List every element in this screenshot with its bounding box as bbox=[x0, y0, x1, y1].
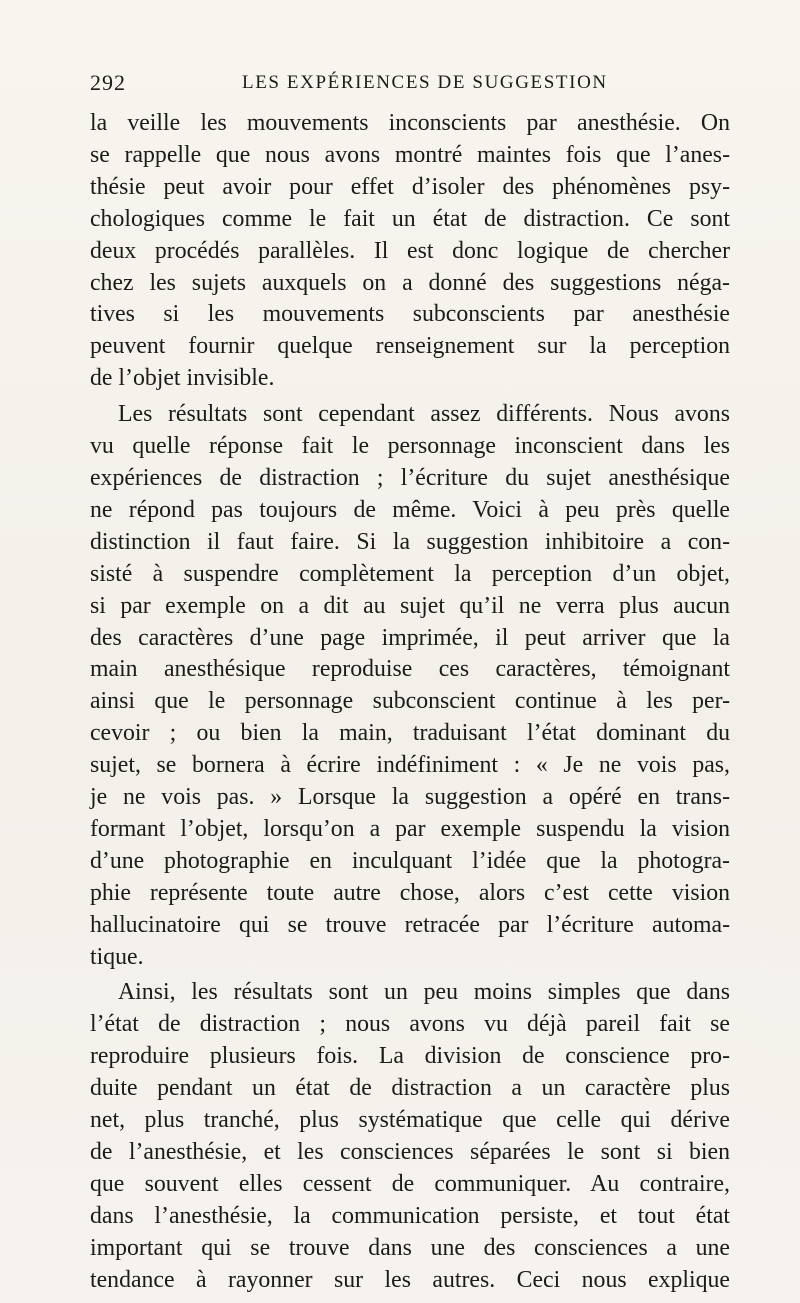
body-text bbox=[90, 108, 730, 1293]
text-line: thésie peut avoir pour effet d’isoler des phénomènes psy- bbox=[90, 173, 730, 200]
text-line: vu quelle réponse fait le personnage inconscient dans les bbox=[90, 433, 730, 460]
text-line: l’état de distraction ; nous avons vu déjà pareil fait se bbox=[90, 1011, 730, 1038]
text-line: peuvent fournir quelque renseignement sur la perception bbox=[90, 333, 730, 360]
running-head: LES EXPÉRIENCES DE SUGGESTION bbox=[242, 72, 608, 93]
text-line: chez les sujets auxquels on a donné des suggestions néga- bbox=[90, 269, 730, 296]
text-line: tique. bbox=[90, 943, 144, 970]
text-line: d’une photographie en inculquant l’idée que la photogra- bbox=[90, 847, 730, 874]
text-line: la veille les mouvements inconscients par anesthésie. On bbox=[90, 110, 730, 136]
text-line: de l’anesthésie, et les consciences séparées le sont si bien bbox=[90, 1139, 730, 1165]
text-line: si par exemple on a dit au sujet qu’il ne verra plus aucun bbox=[90, 592, 730, 619]
text-line: dans l’anesthésie, la communication persiste, et tout état bbox=[90, 1202, 730, 1229]
text-line: de l’objet invisible. bbox=[90, 365, 275, 392]
text-line: phie représente toute autre chose, alors c’est cette vision bbox=[90, 879, 730, 906]
text-line: je ne vois pas. » Lorsque la suggestion a opéré en trans- bbox=[90, 784, 730, 811]
text-line: net, plus tranché, plus systématique que celle qui dérive bbox=[90, 1107, 730, 1134]
text-line: expériences de distraction ; l’écriture du sujet anesthésique bbox=[90, 464, 730, 491]
text-line: sujet, se bornera à écrire indéfiniment : « Je ne vois pas, bbox=[90, 752, 730, 779]
text-line: Les résultats sont cependant assez différents. Nous avons bbox=[118, 401, 730, 428]
text-line: des caractères d’une page imprimée, il peut arriver que la bbox=[90, 624, 730, 651]
page-number: 292 bbox=[90, 70, 126, 95]
text-line: se rappelle que nous avons montré maintes fois que l’anes- bbox=[90, 141, 730, 168]
text-line: duite pendant un état de distraction a un caractère plus bbox=[90, 1075, 730, 1102]
text-line: tendance à rayonner sur les autres. Ceci nous explique bbox=[90, 1266, 730, 1293]
text-line: ne répond pas toujours de même. Voici à peu près quelle bbox=[90, 496, 730, 523]
text-line: tives si les mouvements subconscients par anesthésie bbox=[90, 301, 730, 328]
text-line: hallucinatoire qui se trouve retracée par l’écriture automa- bbox=[90, 911, 730, 938]
text-line: cevoir ; ou bien la main, traduisant l’état dominant du bbox=[90, 720, 730, 747]
text-line: formant l’objet, lorsqu’on a par exemple suspendu la vision bbox=[90, 815, 730, 842]
text-line: Ainsi, les résultats sont un peu moins simples que dans bbox=[118, 979, 730, 1006]
text-line: sisté à suspendre complètement la perception d’un objet, bbox=[90, 560, 730, 587]
page-header bbox=[90, 70, 730, 100]
text-line: reproduire plusieurs fois. La division de conscience pro- bbox=[90, 1043, 730, 1070]
text-line: distinction il faut faire. Si la suggestion inhibitoire a con- bbox=[90, 528, 730, 555]
text-line: chologiques comme le fait un état de distraction. Ce sont bbox=[90, 205, 730, 232]
text-line: que souvent elles cessent de communiquer. Au contraire, bbox=[90, 1170, 730, 1197]
text-line: important qui se trouve dans une des consciences a une bbox=[90, 1234, 730, 1261]
text-line: main anesthésique reproduise ces caractères, témoignant bbox=[90, 656, 730, 683]
text-line: ainsi que le personnage subconscient continue à les per- bbox=[90, 688, 730, 715]
text-line: deux procédés parallèles. Il est donc logique de chercher bbox=[90, 237, 730, 264]
